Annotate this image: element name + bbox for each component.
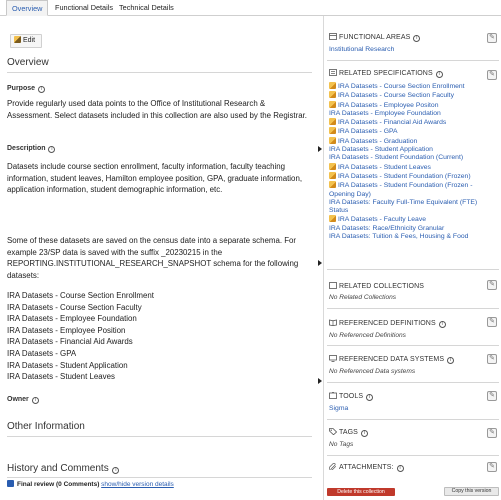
tool-link[interactable]: Sigma [329,405,349,412]
edit-related-specifications-icon[interactable]: ✎ [487,70,497,80]
collapse-arrow-icon[interactable] [318,378,322,384]
sidebar-divider [327,269,499,270]
sidebar-divider [327,382,499,383]
tools-heading-text: TOOLS [339,393,364,400]
related-spec-link[interactable] [329,199,497,216]
list-icon [329,69,337,76]
related-spec-label: IRA Datasets: Race/Ethnicity Granular [329,224,445,232]
list-item: IRA Datasets - Course Section Faculty [7,302,142,312]
dataset-icon [329,101,336,108]
dataset-icon [329,118,336,125]
sidebar [324,16,501,500]
dataset-icon [329,137,336,144]
owner-label [7,396,39,404]
dataset-icon [329,163,336,170]
related-spec-label: IRA Datasets - Student Application [329,146,433,154]
sidebar-divider [327,345,499,346]
history-title-text: History and Comments [7,463,109,474]
info-icon[interactable]: i [112,467,119,474]
related-collections-heading [329,282,424,290]
related-spec-label: IRA Datasets - Course Section Enrollment [338,83,465,90]
info-icon[interactable]: I [439,321,446,328]
related-spec-link[interactable] [329,225,497,233]
tab-overview[interactable]: Overview [6,0,48,16]
tags-heading [329,428,368,437]
referenced-data-systems-heading-text: REFERENCED DATA SYSTEMS [339,356,445,363]
collection-icon [329,282,337,289]
info-icon[interactable]: i [38,86,45,93]
purpose-text: Provide regularly used data points to the Office of Institutional Research & Assessment. Select datasets included in this collection are also used by the Registrar. [7,99,308,120]
sidebar-divider [327,308,499,309]
description-paragraph-2: Some of these datasets are saved on the census date into a separate schema. For example 23/SP data is saved with the suffix _20230215 in the REPORTING.INSTITUTIONAL_RESEARCH_SNAPSHOT schema for the following datasets: [7,236,299,280]
main-content [0,16,318,500]
edit-related-collections-icon[interactable]: ✎ [487,280,497,290]
related-spec-label: IRA Datasets: Tuition & Fees, Housing & Food [329,233,469,241]
related-spec-link[interactable] [329,172,497,181]
purpose-label-text: Purpose [7,85,36,92]
info-icon[interactable]: I [397,465,404,472]
delete-collection-button[interactable]: Delete this collection [327,488,395,496]
info-icon[interactable]: I [436,71,443,78]
info-icon[interactable]: i [32,397,39,404]
related-spec-label: IRA Datasets - Employee Foundation [329,109,441,117]
tab-technical-details[interactable]: Technical Details [119,3,174,12]
collapse-arrow-icon[interactable] [318,146,322,152]
description-paragraph-1: Datasets include course section enrollment, faculty information, faculty teaching information, student leaves, Hamilton employee position, GPA, graduate information, application information, student demographic information, etc. [7,162,303,195]
related-spec-link[interactable] [329,163,497,172]
related-spec-link[interactable] [329,118,497,127]
attachments-heading-text: ATTACHMENTS: [339,464,394,471]
attachments-heading [329,463,404,472]
related-specifications-heading [329,69,443,78]
edit-referenced-definitions-icon[interactable]: ✎ [487,317,497,327]
edit-referenced-data-systems-icon[interactable]: ✎ [487,354,497,364]
overview-title: Overview [7,57,49,68]
snapshot-list [7,290,312,383]
overview-divider [7,72,312,73]
referenced-definitions-heading-text: REFERENCED DEFINITIONS [339,320,436,327]
book-icon [329,319,337,326]
review-icon [7,480,14,487]
related-spec-label: IRA Datasets: Faculty Full-Time Equivalent (FTE) Status [329,198,478,215]
referenced-data-systems-empty: No Referenced Data systems [329,368,416,375]
related-spec-link[interactable] [329,146,497,154]
edit-tags-icon[interactable]: ✎ [487,428,497,438]
monitor-icon [329,355,337,362]
list-item: IRA Datasets - Employee Position [7,325,126,335]
list-item: IRA Datasets - Student Application [7,360,128,370]
related-spec-link[interactable] [329,233,497,241]
tags-heading-text: TAGS [339,429,358,436]
functional-areas-heading-text: FUNCTIONAL AREAS [339,34,411,41]
folder-icon [329,33,337,40]
review-row [7,480,174,488]
info-icon[interactable]: i [48,146,55,153]
related-collections-empty: No Related Collections [329,294,397,301]
history-title [7,463,119,474]
related-spec-label: IRA Datasets - Student Foundation (Frozen) [338,172,471,180]
related-specifications-heading-text: RELATED SPECIFICATIONS [339,70,433,77]
related-collections-heading-text: RELATED COLLECTIONS [339,283,425,290]
edit-label: Edit [23,37,36,44]
tools-icon [329,392,337,399]
other-information-title: Other Information [7,421,85,432]
tag-icon [329,428,337,435]
edit-attachments-icon[interactable]: ✎ [487,462,497,472]
edit-icon [14,36,21,43]
purpose-label [7,85,45,93]
referenced-data-systems-heading [329,355,454,364]
info-icon[interactable]: I [361,430,368,437]
edit-functional-areas-icon[interactable]: ✎ [487,33,497,43]
tools-heading [329,392,373,401]
list-item: IRA Datasets - Course Section Enrollment [7,291,154,300]
functional-areas-heading [329,33,420,42]
related-spec-link[interactable] [329,110,497,118]
list-item: IRA Datasets - GPA [7,348,77,358]
copy-version-button[interactable]: Copy this version [444,487,499,496]
related-spec-label: IRA Datasets - Faculty Leave [338,216,427,224]
related-spec-label: IRA Datasets - Student Foundation (Frozen - Opening Day) [329,182,473,198]
related-spec-link[interactable] [329,82,497,91]
related-spec-label: IRA Datasets - Student Leaves [338,163,431,171]
sidebar-divider [327,60,499,61]
dataset-icon [329,215,336,222]
description-label [7,145,55,153]
related-spec-link[interactable] [329,215,497,224]
review-text: Final review (0 Comments) [17,481,100,488]
edit-button[interactable] [10,34,42,48]
related-spec-link[interactable] [329,91,497,100]
info-icon[interactable]: I [447,357,454,364]
paperclip-icon [329,463,337,470]
related-spec-link[interactable] [329,127,497,136]
tab-bar [0,0,501,16]
related-spec-link[interactable] [329,154,497,162]
owner-label-text: Owner [7,396,29,403]
tags-empty: No Tags [329,441,354,448]
sidebar-divider [327,419,499,420]
referenced-definitions-empty: No Referenced Definitions [329,332,406,339]
list-item: IRA Datasets - Student Leaves [7,372,115,382]
related-spec-label: IRA Datasets - Financial Aid Awards [338,119,447,127]
functional-area-link[interactable]: Institutional Research [329,46,395,53]
history-divider [7,477,312,478]
related-spec-label: IRA Datasets - GPA [338,128,398,136]
dataset-icon [329,127,336,134]
referenced-definitions-heading [329,319,446,328]
other-information-divider [7,436,312,437]
list-item: IRA Datasets - Financial Aid Awards [7,337,133,347]
sidebar-divider [327,455,499,456]
dataset-icon [329,181,336,188]
related-spec-label: IRA Datasets - Course Section Faculty [338,92,454,100]
info-icon[interactable]: I [366,394,373,401]
related-spec-link[interactable] [329,101,497,110]
related-spec-link[interactable] [329,181,497,199]
related-spec-label: IRA Datasets - Graduation [338,137,418,145]
edit-tools-icon[interactable]: ✎ [487,391,497,401]
description-label-text: Description [7,145,46,152]
related-spec-link[interactable] [329,137,497,146]
list-item: IRA Datasets - Employee Foundation [7,314,137,324]
related-specifications-list [329,82,497,241]
collapse-arrow-icon[interactable] [318,260,322,266]
tab-functional-details[interactable]: Functional Details [55,3,113,12]
related-spec-label: IRA Datasets - Employee Positon [338,101,439,109]
info-icon[interactable]: I [413,35,420,42]
show-hide-version-link[interactable]: show/hide version details [101,481,174,488]
related-spec-label: IRA Datasets - Student Foundation (Current) [329,154,464,162]
dataset-icon [329,172,336,179]
dataset-icon [329,91,336,98]
dataset-icon [329,82,336,89]
